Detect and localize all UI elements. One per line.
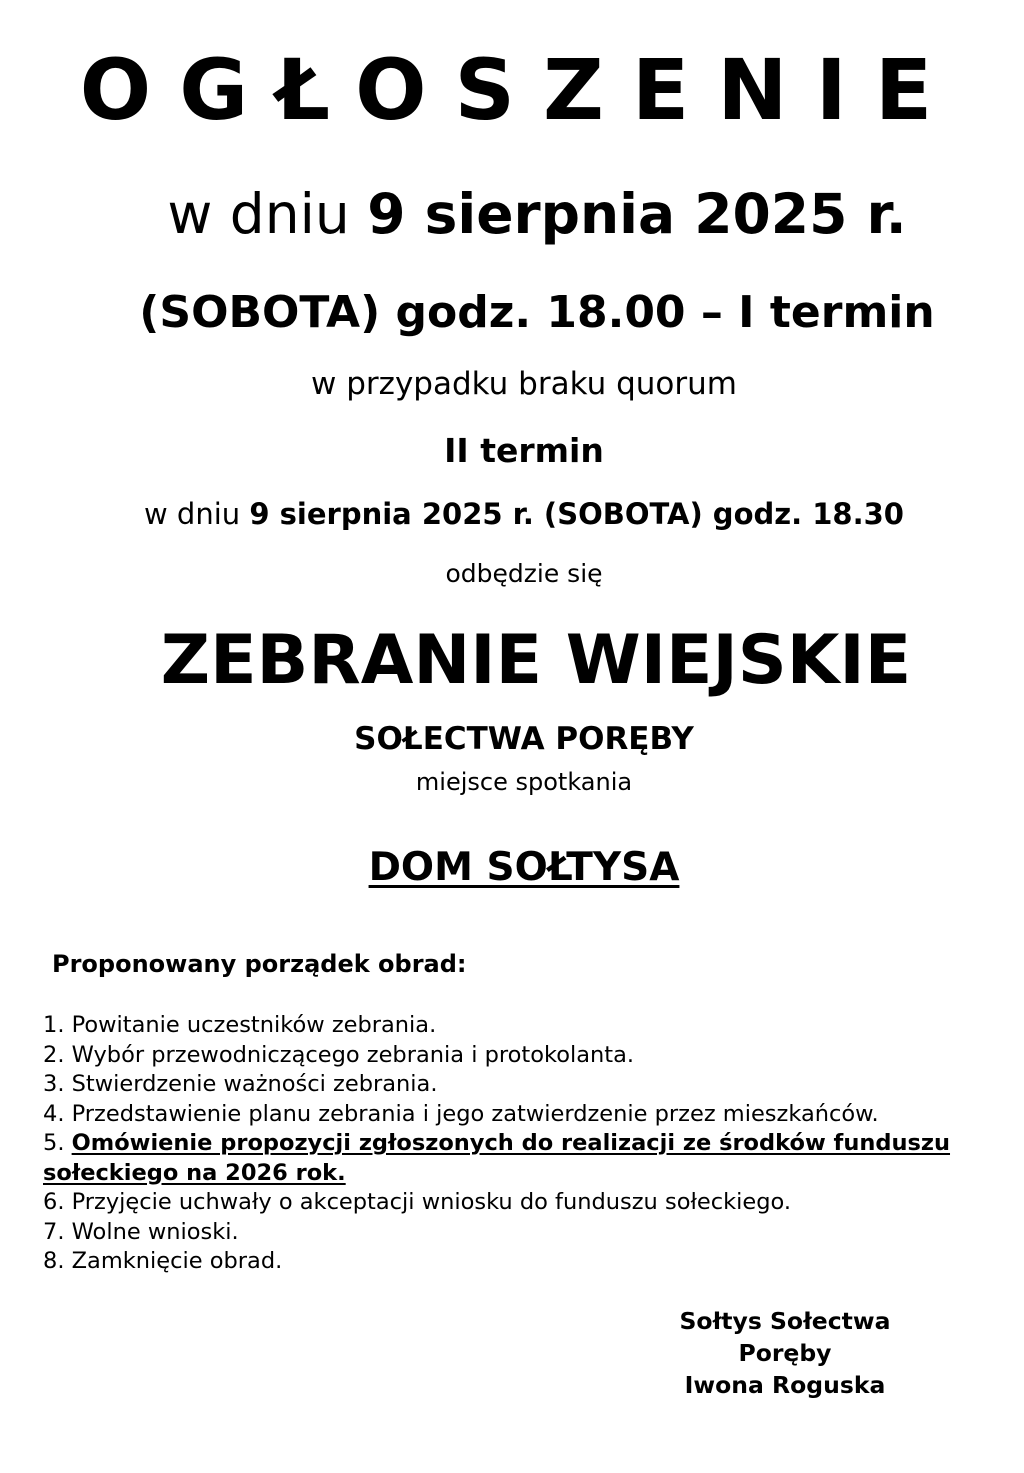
agenda-item-text: Stwierdzenie ważności zebrania. (71, 1071, 438, 1097)
agenda-item-text: Powitanie uczestników zebrania. (71, 1012, 437, 1038)
place-label: miejsce spotkania (415, 768, 633, 796)
first-term-date (25, 183, 1024, 246)
agenda-item-highlighted (43, 1129, 993, 1188)
signature-name: Iwona Roguska (684, 1371, 886, 1399)
agenda-item-text: Zamknięcie obrad. (71, 1248, 283, 1274)
first-term-date-prefix: w dniu (167, 182, 368, 246)
signature-block (620, 1305, 950, 1401)
first-term-date-value: 9 sierpnia 2025 r. (367, 182, 907, 246)
agenda-heading: Proponowany porządek obrad: (52, 950, 467, 978)
place-name: DOM SOŁTYSA (368, 845, 680, 890)
signature-role: Sołtys Sołectwa (679, 1307, 891, 1335)
agenda-item (43, 1100, 993, 1130)
agenda-item-number: 5. (43, 1130, 65, 1156)
agenda-item (43, 1070, 993, 1100)
event-name: ZEBRANIE WIEJSKIE (160, 621, 912, 700)
second-term-label: II termin (444, 431, 604, 470)
agenda-list (43, 1011, 993, 1277)
agenda-item-text: Wybór przewodniczącego zebrania i protokolanta. (71, 1041, 635, 1068)
quorum-note: w przypadku braku quorum (311, 366, 737, 402)
announcement-title: OGŁOSZENIE (79, 41, 961, 139)
agenda-item-number: 8. (43, 1248, 65, 1274)
agenda-item-number: 6. (43, 1189, 65, 1215)
agenda-item (43, 1041, 993, 1071)
agenda-item-text: Wolne wnioski. (71, 1218, 239, 1245)
agenda-item-number: 7. (43, 1218, 65, 1245)
agenda-item-text: Przyjęcie uchwały o akceptacji wniosku do funduszu sołeckiego. (71, 1189, 791, 1215)
agenda-item-text: Przedstawienie planu zebrania i jego zatwierdzenie przez mieszkańców. (71, 1100, 879, 1127)
second-term-date-prefix: w dniu (144, 497, 250, 531)
agenda-item-number: 1. (43, 1012, 65, 1038)
place-heading (12, 846, 1024, 891)
agenda-item-number: 4. (43, 1100, 65, 1127)
second-term-date (12, 498, 1024, 531)
agenda-item (43, 1011, 993, 1041)
event-intro: odbędzie się (445, 559, 603, 588)
agenda-item-number: 2. (43, 1041, 65, 1068)
agenda-item (43, 1218, 993, 1248)
agenda-item (43, 1247, 993, 1277)
agenda-item-number: 3. (43, 1071, 65, 1097)
first-term-time: (SOBOTA) godz. 18.00 – I termin (139, 287, 935, 338)
agenda-item-text-emphasized: Omówienie propozycji zgłoszonych do realizacji ze środków funduszu sołeckiego na 2026 rok. (43, 1130, 951, 1186)
second-term-date-value: 9 sierpnia 2025 r. (SOBOTA) godz. 18.30 (249, 497, 904, 531)
agenda-item (43, 1188, 993, 1218)
signature-village: Poręby (738, 1339, 832, 1367)
event-organizer: SOŁECTWA PORĘBY (354, 721, 694, 757)
